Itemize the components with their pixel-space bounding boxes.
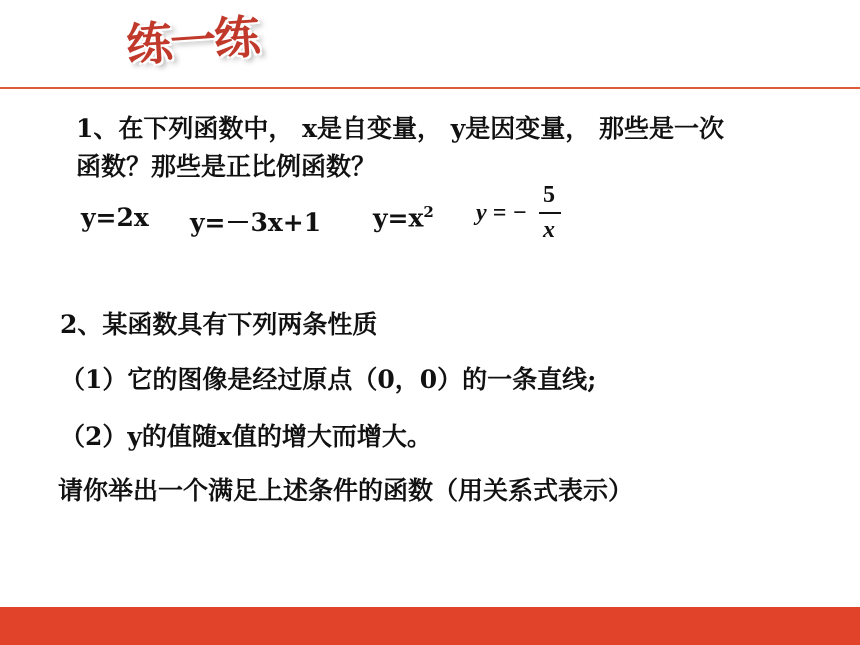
fraction-denominator: x <box>543 217 555 243</box>
question-2-property-2: （2）y的值随x值的增大而增大。 <box>60 422 432 451</box>
top-divider <box>0 87 860 89</box>
fraction-lhs: y = − <box>476 200 527 226</box>
question-1-line-1: 1、在下列函数中， x是自变量， y是因变量， 那些是一次 <box>76 114 724 143</box>
bottom-bar <box>0 607 860 645</box>
fraction-bar <box>539 212 561 214</box>
function-y-x-squared-exponent: 2 <box>423 203 434 221</box>
question-2-title: 2、某函数具有下列两条性质 <box>60 310 378 339</box>
slide-title-text: 练一练 <box>124 9 260 73</box>
question-1-line-2: 函数？那些是正比例函数？ <box>76 152 377 181</box>
function-y-neg3x-plus-1: y=－3x+1 <box>190 208 322 237</box>
slide-title <box>112 6 272 73</box>
function-y-neg5-over-x <box>476 180 566 250</box>
function-y-x-squared <box>373 203 434 232</box>
question-2-property-1: （1）它的图像是经过原点（0，0）的一条直线; <box>60 365 597 394</box>
function-y-2x: y=2x <box>81 203 149 232</box>
function-y-x-squared-base: y=x <box>373 203 424 233</box>
fraction-numerator: 5 <box>543 182 555 208</box>
question-2-ask: 请你举出一个满足上述条件的函数（用关系式表示） <box>58 476 634 505</box>
